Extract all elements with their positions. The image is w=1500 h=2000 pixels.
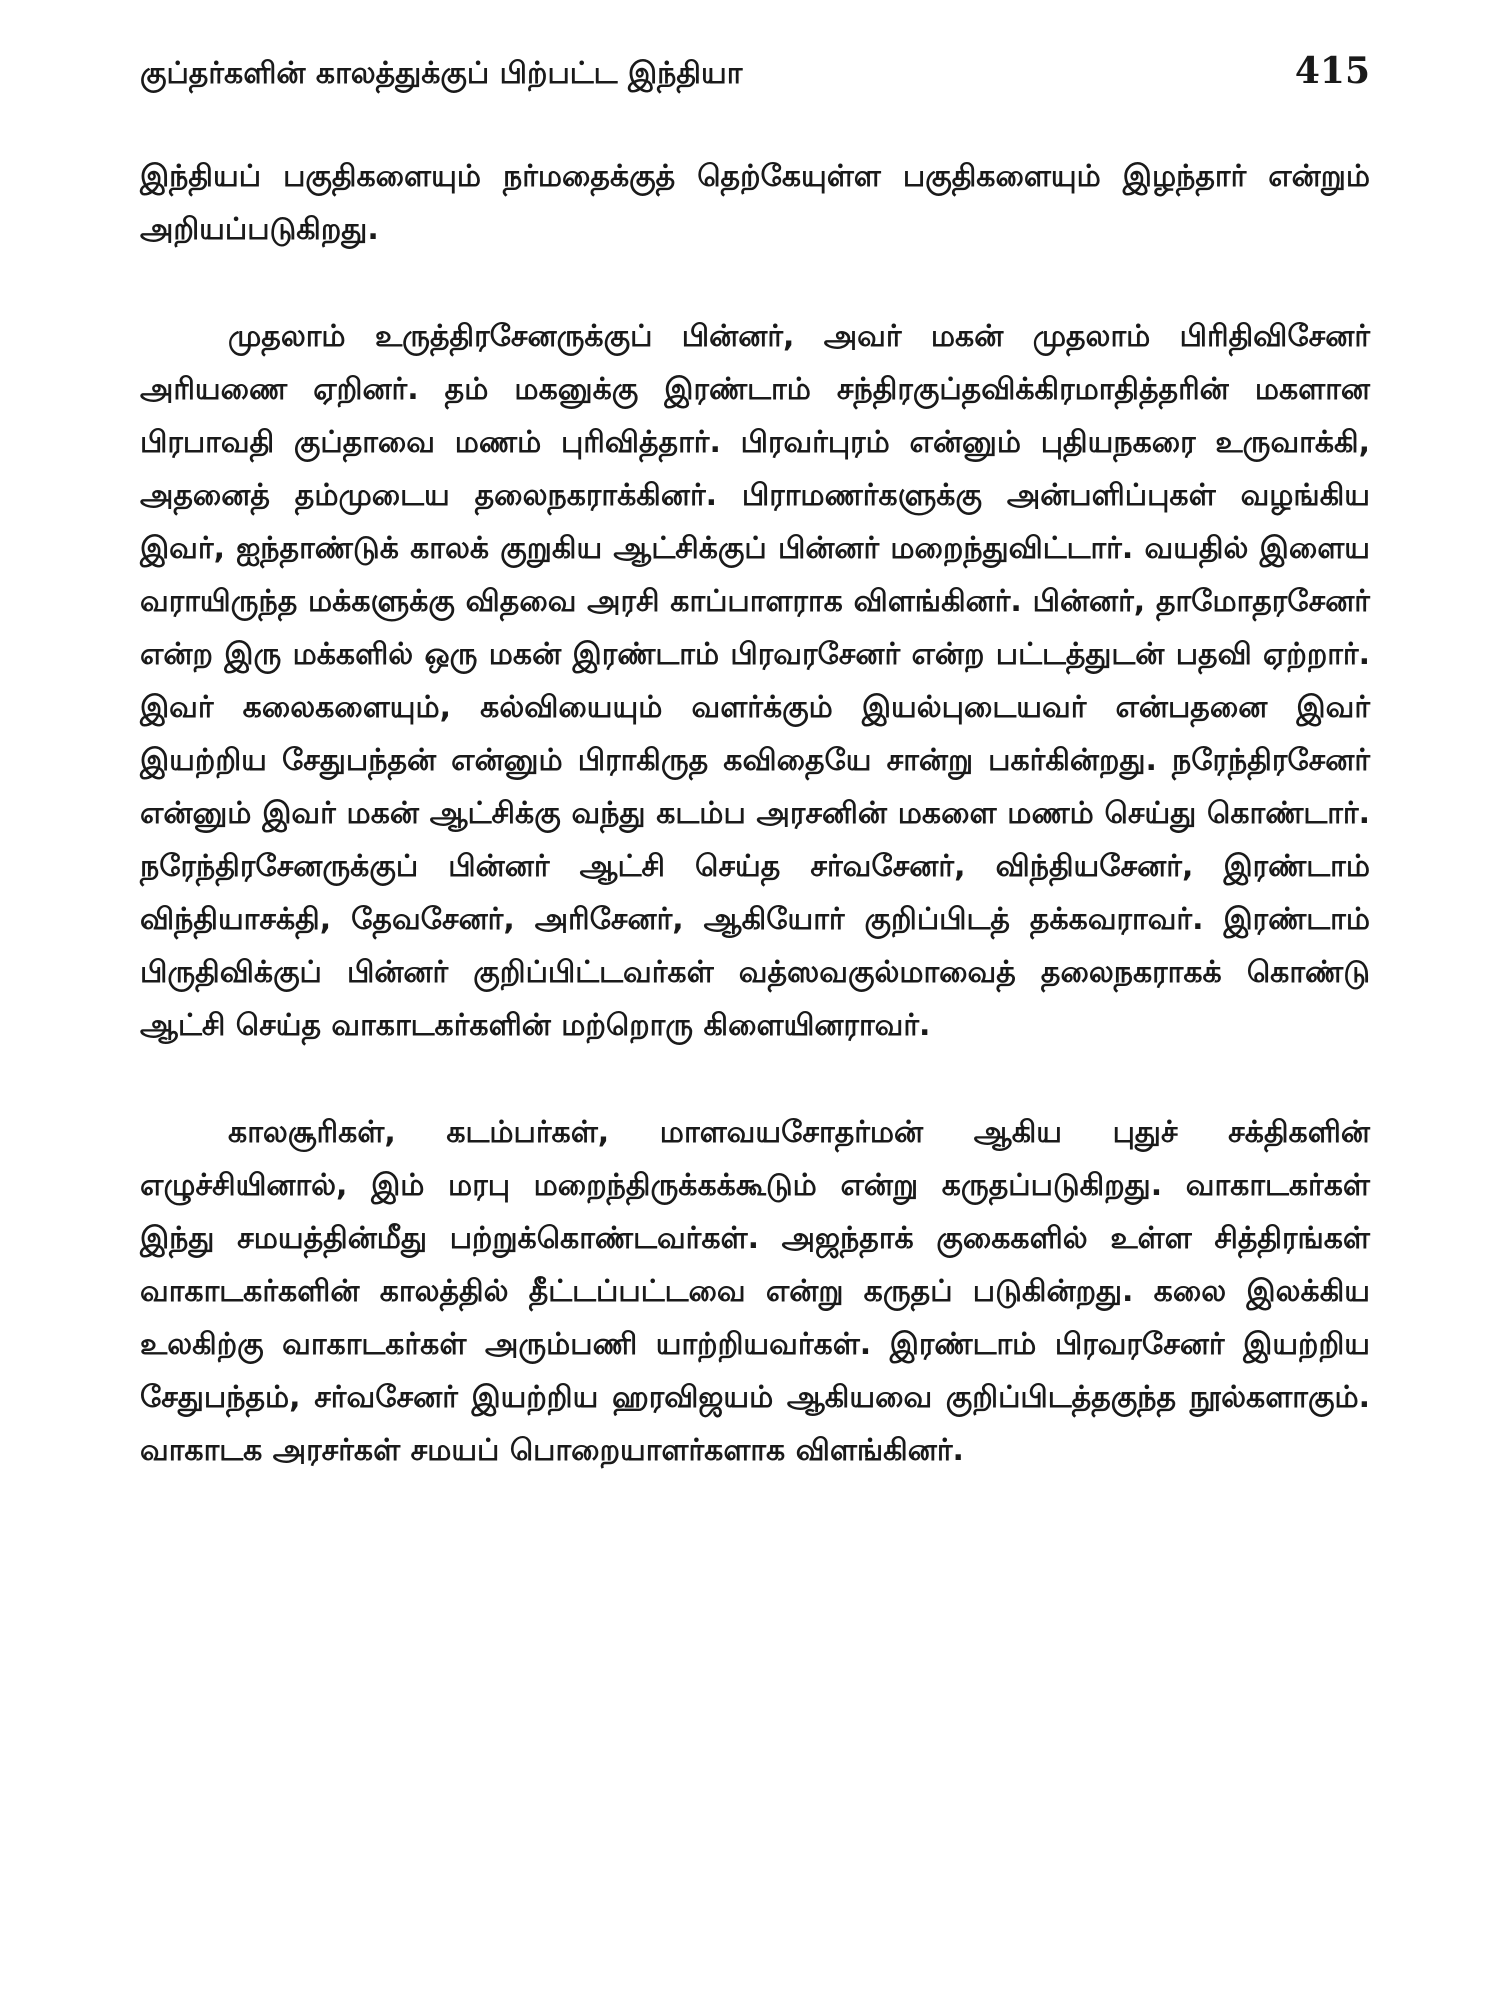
chapter-title: குப்தர்களின் காலத்துக்குப் பிற்பட்ட இந்தியா [140, 56, 743, 91]
paragraph-vakataka-decline: காலசூரிகள், கடம்பர்கள், மாளவயசோதர்மன் ஆகிய புதுச் சக்திகளின் எழுச்சியினால், இம் மரபு மறைந்திருக்கக்கூடும் என்று கருதப்படுகிறது. வாகாடகர்கள் இந்து சமயத்தின்மீது பற்றுக்கொண்டவர்கள். அஜந்தாக் குகைகளில் உள்ள சித்திரங்கள் வாகாடகர்களின் காலத்தில் தீட்டப்பட்டவை என்று கருதப் படுகின்றது. கலை இலக்கிய உலகிற்கு வாகாடகர்கள் அரும்பணி யாற்றியவர்கள். இரண்டாம் பிரவரசேனர் இயற்றிய சேதுபந்தம், சர்வசேனர் இயற்றிய ஹரவிஜயம் ஆகியவை குறிப்பிடத்தகுந்த நூல்களாகும். வாகாடக அரசர்கள் சமயப் பொறையாளர்களாக விளங்கினர். [140, 1115, 1370, 1468]
paragraph-vakataka-rulers: முதலாம் உருத்திரசேனருக்குப் பின்னர், அவர் மகன் முதலாம் பிரிதிவிசேனர் அரியணை ஏறினர். தம் மகனுக்கு இரண்டாம் சந்திரகுப்தவிக்கிரமாதித்தரின் மகளான பிரபாவதி குப்தாவை மணம் புரிவித்தார். பிரவர்புரம் என்னும் புதியநகரை உருவாக்கி, அதனைத் தம்முடைய தலைநகராக்கினர். பிராமணர்களுக்கு அன்பளிப்புகள் வழங்கிய இவர், ஐந்தாண்டுக் காலக் குறுகிய ஆட்சிக்குப் பின்னர் மறைந்துவிட்டார். வயதில் இளைய வராயிருந்த மக்களுக்கு விதவை அரசி காப்பாளராக விளங்கினர். பின்னர், தாமோதரசேனர் என்ற இரு மக்களில் ஒரு மகன் இரண்டாம் பிரவரசேனர் என்ற பட்டத்துடன் பதவி ஏற்றார். இவர் கலைகளையும், கல்வியையும் வளர்க்கும் இயல்புடையவர் என்பதனை இவர் இயற்றிய சேதுபந்தன் என்னும் பிராகிருத கவிதையே சான்று பகர்கின்றது. நரேந்திரசேனர் என்னும் இவர் மகன் ஆட்சிக்கு வந்து கடம்ப அரசனின் மகளை மணம் செய்து கொண்டார். நரேந்திரசேனருக்குப் பின்னர் ஆட்சி செய்த சர்வசேனர், விந்தியசேனர், இரண்டாம் விந்தியாசக்தி, தேவசேனர், அரிசேனர், ஆகியோர் குறிப்பிடத் தக்கவராவர். இரண்டாம் பிருதிவிக்குப் பின்னர் குறிப்பிட்டவர்கள் வத்ஸவகுல்மாவைத் தலைநகராகக் கொண்டு ஆட்சி செய்த வாகாடகர்களின் மற்றொரு கிளையினராவர். [140, 319, 1370, 1043]
book-page [140, 50, 1370, 1477]
page-number: 415 [1294, 50, 1370, 92]
running-header [140, 50, 1370, 110]
paragraph-continuation: இந்தியப் பகுதிகளையும் நர்மதைக்குத் தெற்கேயுள்ள பகுதிகளையும் இழந்தார் என்றும் அறியப்படுகிறது. [140, 159, 1370, 247]
